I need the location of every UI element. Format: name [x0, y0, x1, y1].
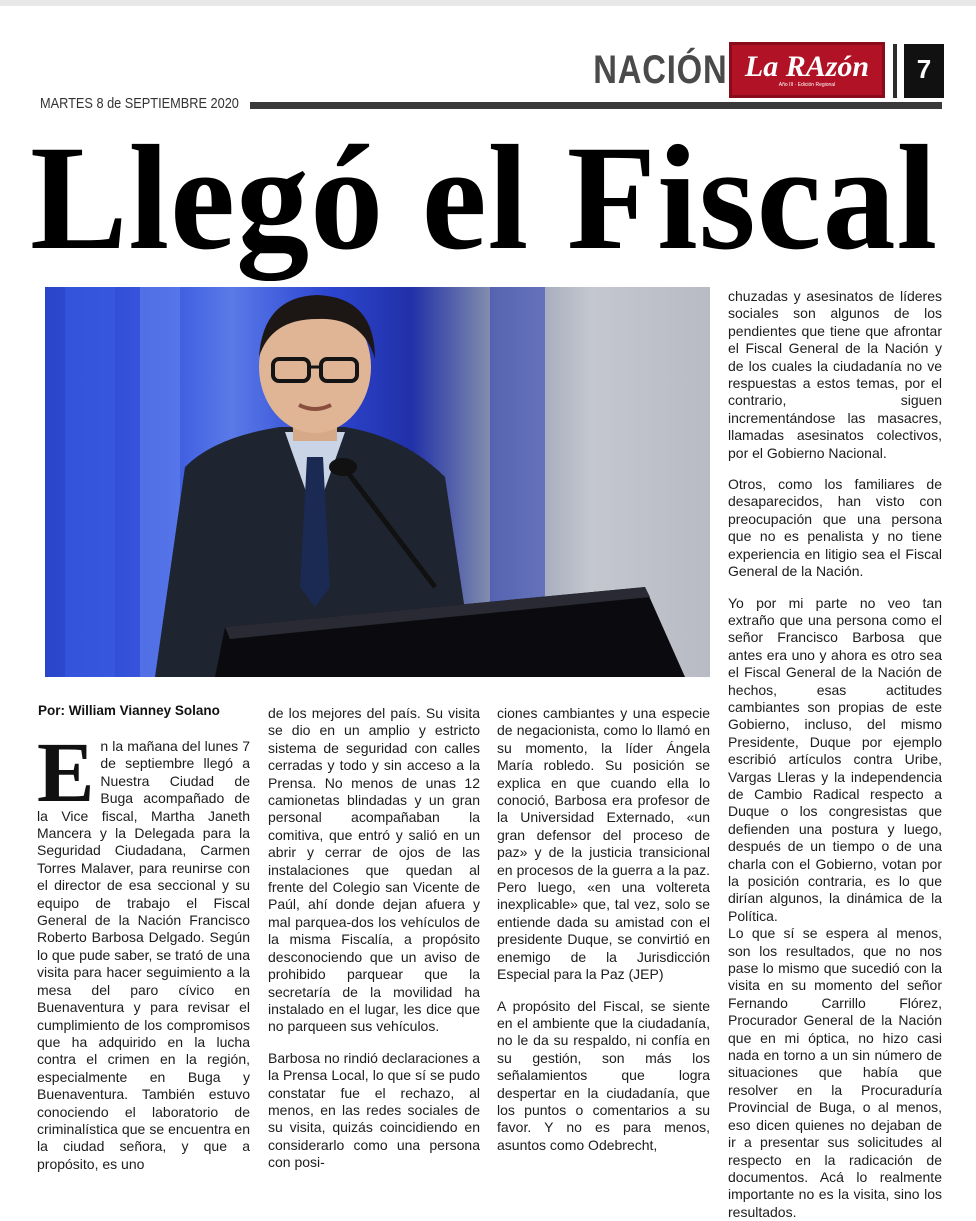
header-divider	[893, 44, 897, 98]
section-title: NACIÓN	[593, 48, 728, 92]
issue-date: MARTES 8 de SEPTIEMBRE 2020	[40, 95, 239, 112]
article-headline: Llegó el Fiscal	[30, 115, 939, 281]
top-edge-line	[0, 0, 976, 6]
newspaper-logo	[729, 42, 885, 98]
article-column-1	[37, 724, 250, 1173]
article-byline: Por: William Vianney Solano	[38, 703, 220, 718]
article-column-4	[728, 288, 942, 1221]
paragraph: Yo por mi parte no veo tan extraño que una persona como el señor Francisco Barbosa que antes era uno y ahora es otro sea el Fiscal General de la Nación de hechos, esas actitudes cambiantes son propias de este Gobierno, incluso, del mismo Presidente, Duque por ejemplo escribió artículos contra Uribe, Vargas Lleras y la independencia de Cambio Radical respecto a Duque o los congresistas que defienden una postura y luego, después de un tiempo o de una charla con el Gobierno, votan por la posición contraria, es lo que dirían algunos, la dinámica de la Política.	[728, 594, 942, 924]
paragraph: Otros, como los familiares de desaparecidos, han visto con preocupación que una persona que no es penalista y no tiene experiencia en litigio sea el Fiscal General de la Nación.	[728, 476, 942, 580]
paragraph: Lo que sí se espera al menos, son los resultados, que no nos pase lo mismo que sucedió con la visita en su momento del señor Fernando Carrillo Flórez, Procurador General de la Nación que en mi óptica, no hizo casi nada en torno a un sin número de situaciones que había que resolver en la Procuraduría Provincial de Buga, o al menos, eso dicen quienes no dejaban de ir a presentar sus solicitudes al respecto en la radicación de documentos. Acá lo realmente importante no es la visita, sino los resultados.	[728, 925, 942, 1220]
drop-cap: E	[37, 724, 95, 820]
photo-illustration	[45, 287, 710, 677]
article-column-3	[497, 705, 710, 1154]
paragraph	[37, 724, 250, 1173]
page-number: 7	[904, 44, 944, 98]
logo-wordmark: La RAzón	[744, 49, 870, 83]
paragraph: A propósito del Fiscal, se siente en el ambiente que la ciudadanía, no le da su respaldo, ni confía en su gestión, son más los señalamientos que logra despertar en la ciudadanía, que los puntos o comentarios a su favor. Y no es para menos, asuntos como Odebrecht,	[497, 997, 710, 1153]
paragraph: chuzadas y asesinatos de líderes sociales son algunos de los pendientes que tiene que afrontar el Fiscal General de la Nación y de los cuales la ciudadanía no ve respuestas a estos temas, por el contrario, siguen incrementándose las masacres, llamadas asesinatos colectivos, por el Gobierno Nacional.	[728, 288, 942, 461]
paragraph: ciones cambiantes y una especie de negacionista, como lo llamó en su momento, la líder Ángela María robledo. Su posición se explica en que cuando ella lo conoció, Barbosa era profesor de la Universidad Externado, «un gran defensor del proceso de paz» y de la justicia transicional en procesos de la guerra a la paz. Pero luego, «en una voltereta inexplicable» que, tal vez, solo se entiende dada su amistad con el presidente Duque, se convirtió en enemigo de la Jurisdicción Especial para la Paz (JEP)	[497, 705, 710, 983]
article-photo	[45, 287, 710, 677]
paragraph: de los mejores del país. Su visita se dio en un amplio y estricto sistema de seguridad con calles cerradas y todo y sin acceso a la Prensa. No menos de unas 12 camionetas blindadas y un gran personal acompañaban la comitiva, que entró y salió en un abrir y cerrar de ojos de las instalaciones que quedan al frente del Colegio san Vicente de Paúl, ahí donde dejan afuera y mal parquea-dos los vehículos de la misma Fiscalía, a propósito desconociendo que un aviso de prohibido parquear que la secretaría de la movilidad ha instalado en el lugar, les dice que no parqueen sus vehículos.	[268, 705, 480, 1035]
logo-subtitle: Año III · Edición Regional	[778, 81, 836, 88]
article-column-2	[268, 705, 480, 1172]
paragraph: Barbosa no rindió declaraciones a la Prensa Local, lo que sí se pudo constatar fue el rechazo, al menos, en las redes sociales de su visita, quizás coincidiendo en considerarlo como una persona con posi-	[268, 1049, 480, 1171]
header-rule	[250, 102, 942, 109]
paragraph-text: n la mañana del lunes 7 de septiembre llegó a Nuestra Ciudad de Buga acompañado de la Vice fiscal, Martha Janeth Mancera y la Delegada para la Seguridad Ciudadana, Carmen Torres Malaver, para reunirse con el director de esa seccional y su equipo de trabajo el Fiscal General de la Nación Francisco Roberto Barbosa Delgado. Según lo que pude saber, se trató de una visita para hacer seguimiento a la mesa del paro cívico en Buenaventura y para revisar el cumplimiento de los compromisos que ha adquirido en la lucha contra el crimen en la región, especialmente en Buga y Buenaventura. También estuvo conociendo el laboratorio de criminalística que se encuentra en la ciudad señora, y que a propósito, es uno	[37, 738, 250, 1172]
